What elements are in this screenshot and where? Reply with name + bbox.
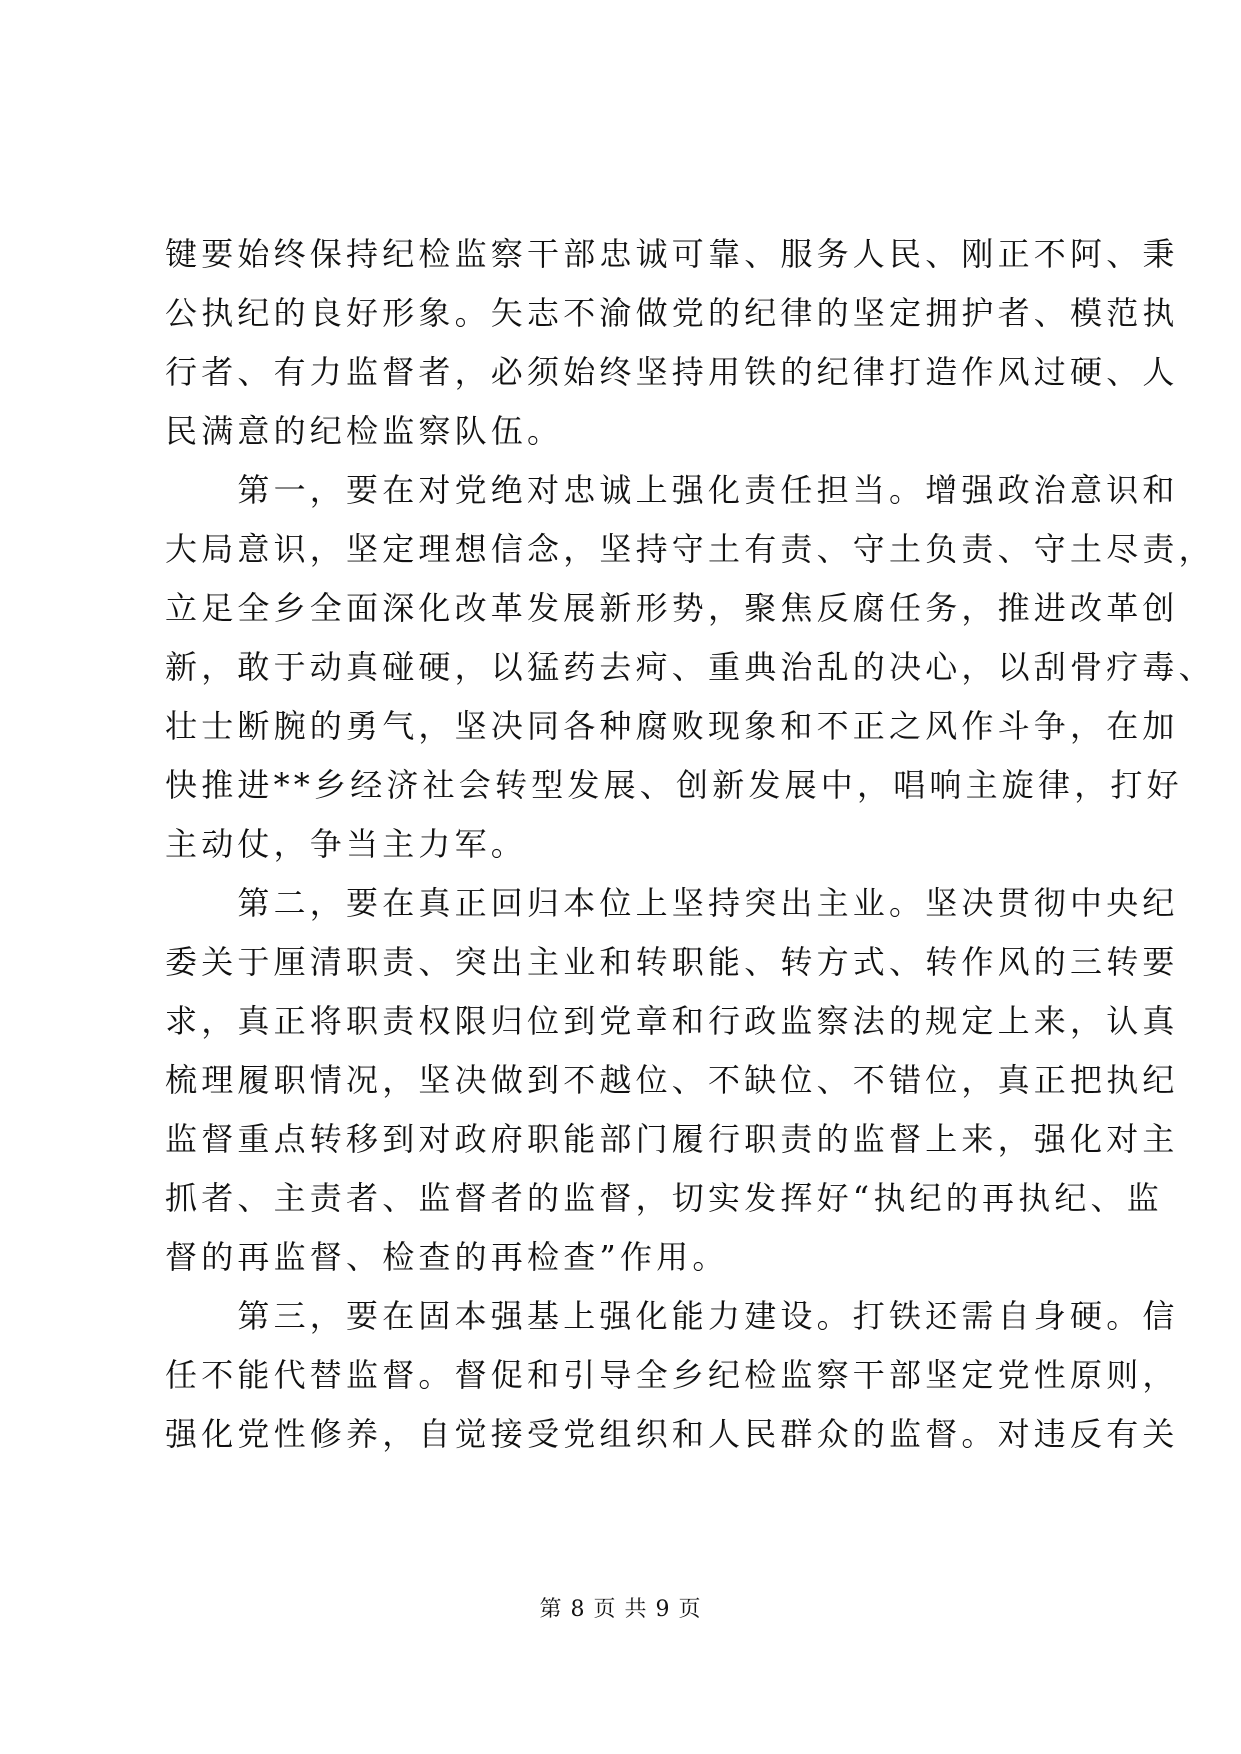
paragraph-first-line: 第二，要在真正回归本位上坚持突出主业。坚决贯彻中央纪	[165, 884, 1179, 922]
text-line: 监督重点转移到对政府职能部门履行职责的监督上来，强化对主	[165, 1120, 1179, 1158]
text-line: 主动仗，争当主力军。	[165, 825, 528, 863]
text-line: 大局意识，坚定理想信念，坚持守土有责、守土负责、守土尽责，	[165, 530, 1215, 568]
text-line: 公执纪的良好形象。矢志不渝做党的纪律的坚定拥护者、模范执	[165, 294, 1179, 332]
paragraph-first-line: 第一，要在对党绝对忠诚上强化责任担当。增强政治意识和	[165, 471, 1179, 509]
text-line: 壮士断腕的勇气，坚决同各种腐败现象和不正之风作斗争，在加	[165, 707, 1179, 745]
text-line: 抓者、主责者、监督者的监督，切实发挥好“执纪的再执纪、监	[165, 1179, 1163, 1217]
paragraph-first-line: 第三，要在固本强基上强化能力建设。打铁还需自身硬。信	[165, 1297, 1179, 1335]
text-line: 民满意的纪检监察队伍。	[165, 412, 564, 450]
text-line: 立足全乡全面深化改革发展新形势，聚焦反腐任务，推进改革创	[165, 589, 1179, 627]
text-line: 强化党性修养，自觉接受党组织和人民群众的监督。对违反有关	[165, 1415, 1179, 1453]
text-line: 快推进**乡经济社会转型发展、创新发展中，唱响主旋律，打好	[165, 766, 1183, 804]
text-line: 委关于厘清职责、突出主业和转职能、转方式、转作风的三转要	[165, 943, 1179, 981]
text-line: 梳理履职情况，坚决做到不越位、不缺位、不错位，真正把执纪	[165, 1061, 1179, 1099]
text-line: 任不能代替监督。督促和引导全乡纪检监察干部坚定党性原则，	[165, 1356, 1179, 1394]
text-line: 行者、有力监督者，必须始终坚持用铁的纪律打造作风过硬、人	[165, 353, 1179, 391]
text-line: 键要始终保持纪检监察干部忠诚可靠、服务人民、刚正不阿、秉	[165, 235, 1179, 273]
text-line: 督的再监督、检查的再检查”作用。	[165, 1238, 729, 1276]
text-line: 新，敢于动真碰硬，以猛药去疴、重典治乱的决心，以刮骨疗毒、	[165, 648, 1215, 686]
body-text	[165, 225, 1215, 1464]
text-line: 求，真正将职责权限归位到党章和行政监察法的规定上来，认真	[165, 1002, 1179, 1040]
page-number-footer: 第 8 页 共 9 页	[539, 1597, 702, 1622]
